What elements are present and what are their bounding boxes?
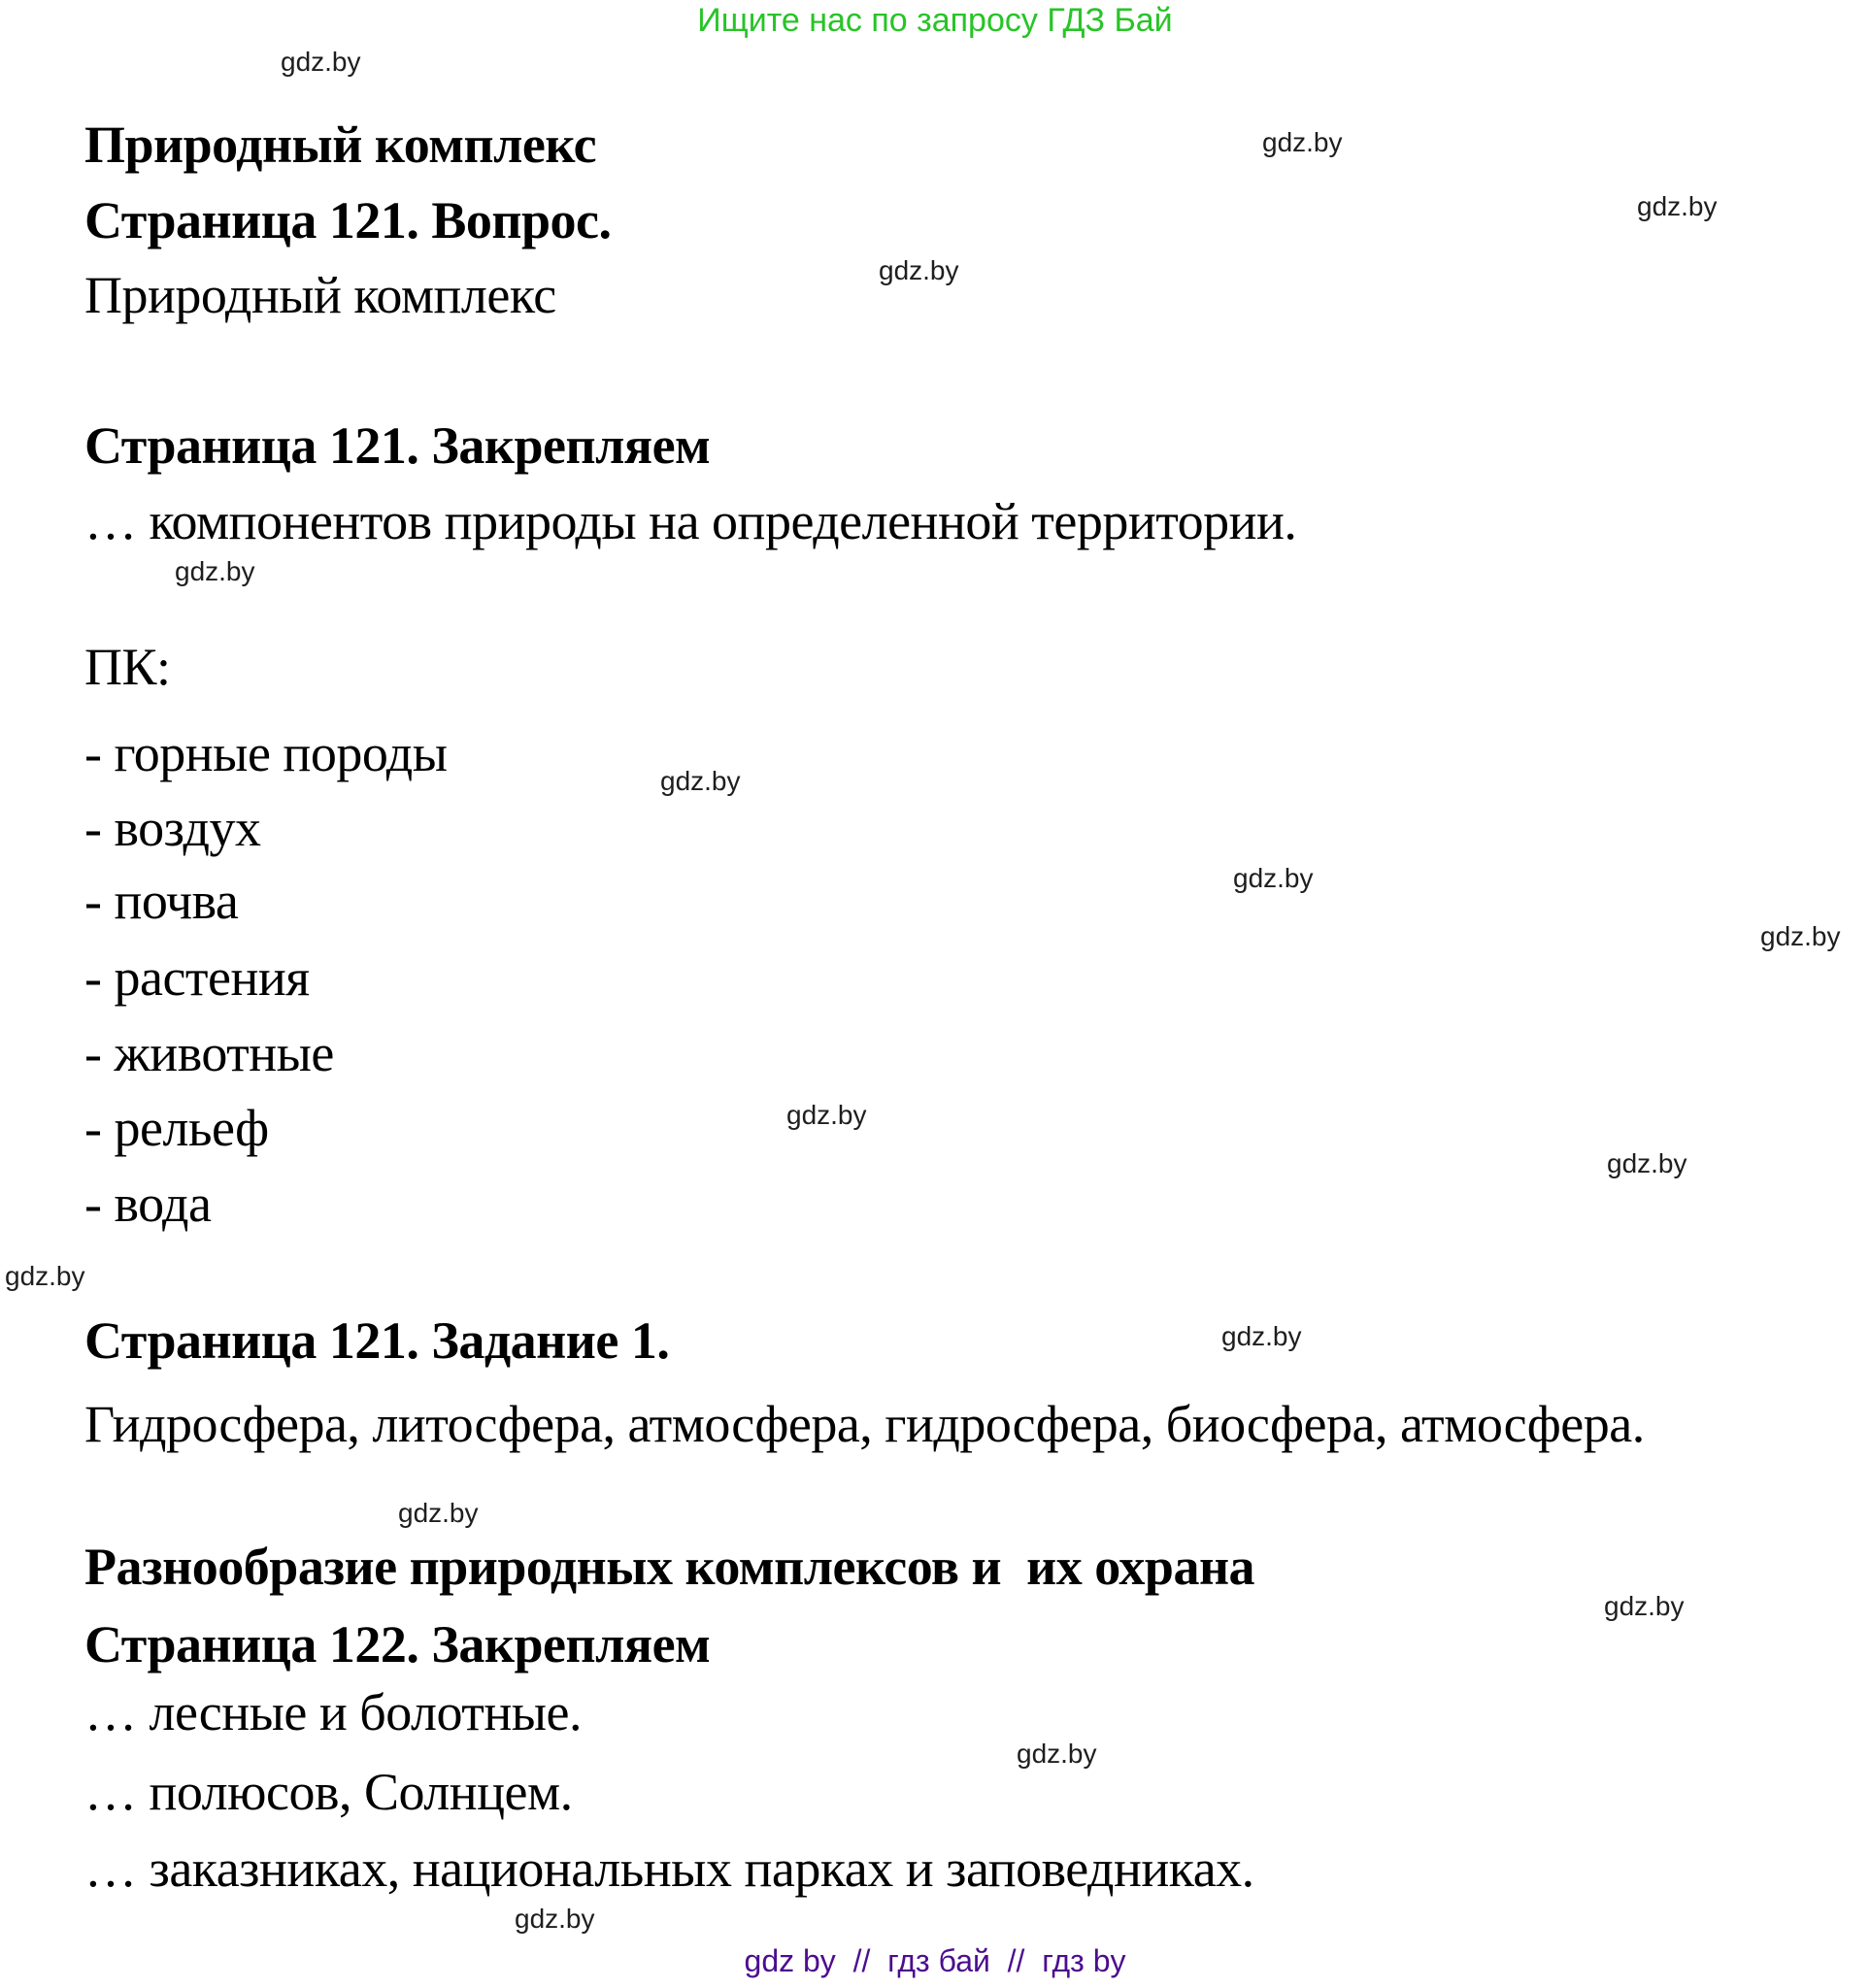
answer-line: Природный комплекс (84, 266, 556, 324)
watermark-gdzby: gdz.by (1221, 1321, 1302, 1351)
chapter-title: Разнообразие природных комплексов и их охрана (84, 1538, 1255, 1596)
watermark-gdzby: gdz.by (879, 255, 959, 285)
watermark-gdzby: gdz.by (1262, 127, 1343, 157)
list-item: - воздух (84, 799, 261, 857)
watermark-gdzby: gdz.by (1233, 863, 1314, 893)
watermark-gdzby: gdz.by (1760, 921, 1841, 951)
footer-branding: gdz by // гдз бай // гдз by (744, 1943, 1126, 1978)
list-item: - растения (84, 948, 310, 1007)
watermark-gdzby: gdz.by (1604, 1591, 1685, 1621)
chapter-title: Природный комплекс (84, 116, 597, 174)
answer-line: … полюсов, Солнцем. (84, 1763, 573, 1821)
answer-line: Гидросфера, литосфера, атмосфера, гидросфера, биосфера, атмосфера. (84, 1395, 1645, 1453)
promo-banner: Ищите нас по запросу ГДЗ Бай (697, 2, 1173, 39)
answer-line: … компонентов природы на определенной территории. (84, 492, 1297, 550)
list-title: ПК: (84, 638, 171, 696)
watermark-gdzby: gdz.by (175, 556, 255, 586)
watermark-gdzby: gdz.by (5, 1261, 85, 1291)
section-heading: Страница 122. Закрепляем (84, 1615, 711, 1673)
watermark-gdzby: gdz.by (1607, 1148, 1687, 1178)
watermark-gdzby: gdz.by (786, 1100, 867, 1130)
answer-line: … заказниках, национальных парках и заповедниках. (84, 1839, 1254, 1898)
watermark-gdzby: gdz.by (515, 1904, 595, 1934)
list-item: - вода (84, 1175, 212, 1233)
section-heading: Страница 121. Закрепляем (84, 416, 711, 475)
watermark-gdzby: gdz.by (398, 1498, 479, 1528)
section-heading: Страница 121. Задание 1. (84, 1311, 670, 1370)
list-item: - почва (84, 872, 239, 930)
watermark-gdzby: gdz.by (660, 766, 741, 796)
watermark-gdzby: gdz.by (1637, 191, 1718, 221)
watermark-gdzby: gdz.by (281, 47, 361, 77)
list-item: - горные породы (84, 724, 448, 782)
list-item: - животные (84, 1024, 334, 1082)
answer-line: … лесные и болотные. (84, 1683, 583, 1741)
section-heading: Страница 121. Вопрос. (84, 191, 612, 249)
watermark-gdzby: gdz.by (1017, 1739, 1097, 1769)
list-item: - рельеф (84, 1099, 269, 1157)
